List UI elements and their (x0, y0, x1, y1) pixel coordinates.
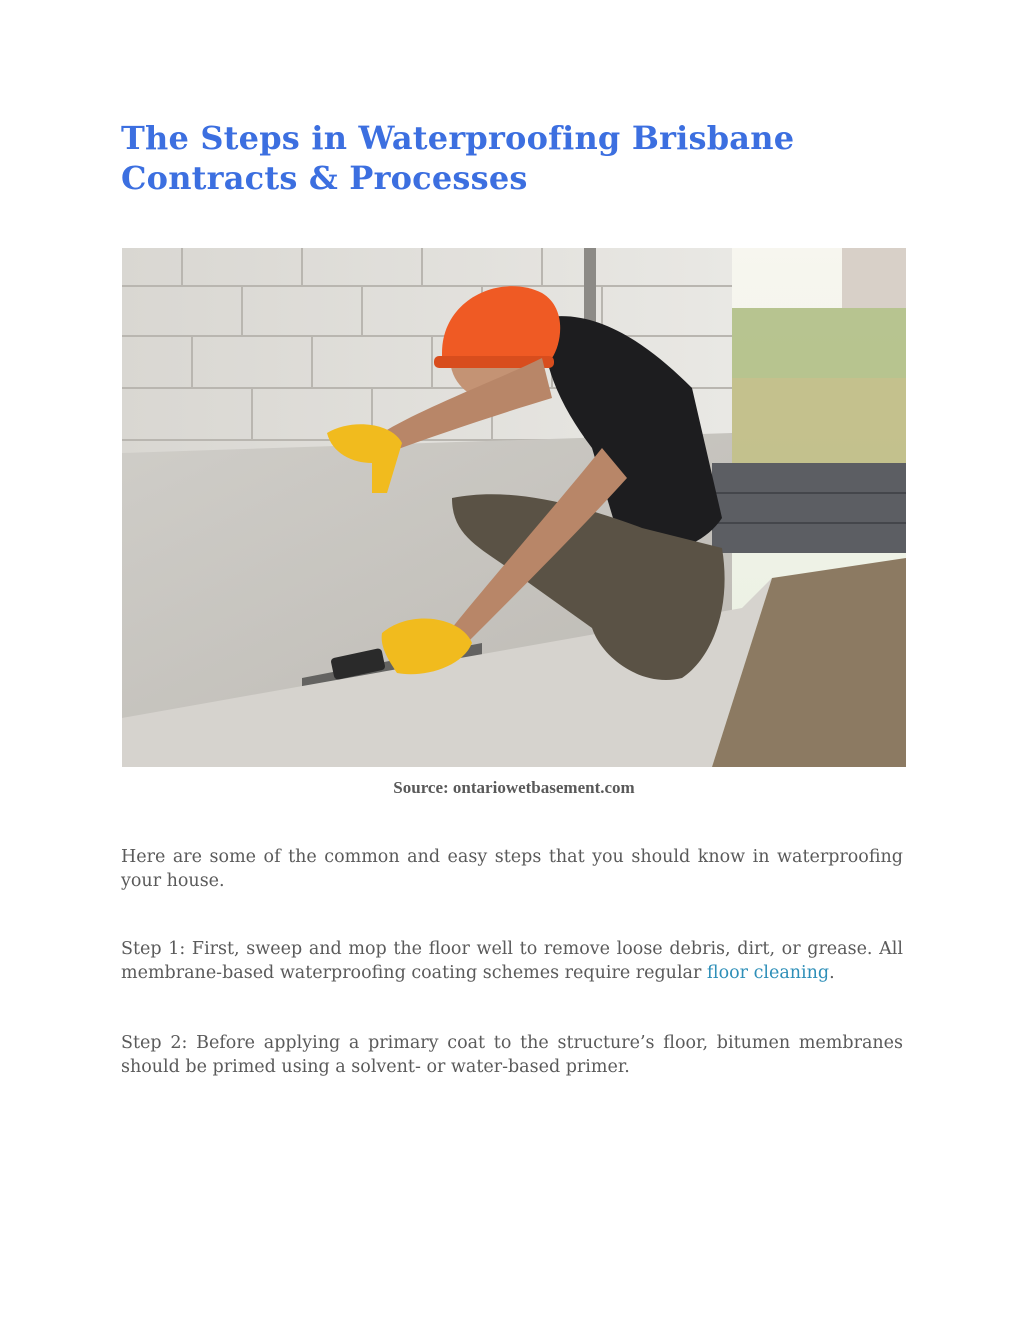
intro-paragraph: Here are some of the common and easy steps that you should know in waterproofing your house. (121, 847, 903, 891)
floor-cleaning-link[interactable]: floor cleaning (706, 963, 830, 983)
worker-waterproofing-photo (122, 248, 906, 767)
step-1-end: . (829, 963, 835, 983)
page-title: The Steps in Waterproofing Brisbane Contracts & Processes (121, 119, 795, 197)
image-caption: Source: ontariowetbasement.com (393, 778, 635, 797)
step-1-paragraph (121, 937, 903, 985)
step-2-paragraph: Step 2: Before applying a primary coat to the structure’s floor, bitumen membranes should be primed using a solvent- or water-based primer. (121, 1033, 903, 1077)
step-1-text: Step 1: First, sweep and mop the floor well to remove loose debris, dirt, or grease. All membrane-based waterproofing coating schemes require regular (121, 939, 903, 983)
